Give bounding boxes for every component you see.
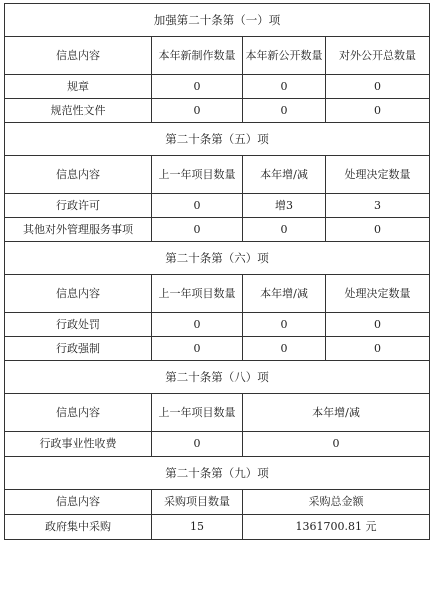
cell-value: 3 xyxy=(326,194,430,218)
table-row xyxy=(5,218,430,242)
table-row xyxy=(5,194,430,218)
row-label: 行政处罚 xyxy=(5,313,152,337)
header-cell: 处理决定数量 xyxy=(326,275,430,313)
row-label: 其他对外管理服务事项 xyxy=(5,218,152,242)
header-cell: 本年增/减 xyxy=(243,394,430,432)
table-row xyxy=(5,432,430,457)
row-label: 政府集中采购 xyxy=(5,515,152,540)
cell-value: 0 xyxy=(243,218,326,242)
header-cell: 信息内容 xyxy=(5,394,152,432)
cell-value: 0 xyxy=(243,313,326,337)
header-cell: 本年新公开数量 xyxy=(243,37,326,75)
header-cell: 采购项目数量 xyxy=(152,490,243,515)
cell-value: 0 xyxy=(152,313,243,337)
header-cell: 采购总金额 xyxy=(243,490,430,515)
cell-value: 0 xyxy=(326,218,430,242)
row-label: 规范性文件 xyxy=(5,99,152,123)
table-row xyxy=(5,75,430,99)
table-row xyxy=(5,99,430,123)
cell-value: 0 xyxy=(152,218,243,242)
cell-value: 0 xyxy=(152,337,243,361)
section-title: 第二十条第（六）项 xyxy=(5,242,430,275)
cell-value: 0 xyxy=(152,194,243,218)
row-label: 行政事业性收费 xyxy=(5,432,152,457)
cell-value: 0 xyxy=(243,337,326,361)
section-title: 第二十条第（八）项 xyxy=(5,361,430,394)
header-cell: 处理决定数量 xyxy=(326,156,430,194)
header-cell: 上一年项目数量 xyxy=(152,275,243,313)
table-row xyxy=(5,313,430,337)
section-title: 第二十条第（九）项 xyxy=(5,457,430,490)
cell-value: 0 xyxy=(243,432,430,457)
row-label: 行政强制 xyxy=(5,337,152,361)
cell-value: 0 xyxy=(243,99,326,123)
header-cell: 上一年项目数量 xyxy=(152,394,243,432)
header-cell: 本年增/减 xyxy=(243,275,326,313)
cell-value: 15 xyxy=(152,515,243,540)
cell-value: 增3 xyxy=(243,194,326,218)
header-cell: 信息内容 xyxy=(5,490,152,515)
cell-value: 1361700.81 元 xyxy=(243,515,430,540)
header-cell: 信息内容 xyxy=(5,156,152,194)
table-row xyxy=(5,337,430,361)
cell-value: 0 xyxy=(326,75,430,99)
table-row xyxy=(5,515,430,540)
cell-value: 0 xyxy=(243,75,326,99)
header-cell: 信息内容 xyxy=(5,275,152,313)
cell-value: 0 xyxy=(152,75,243,99)
section-title: 第二十条第（五）项 xyxy=(5,123,430,156)
section-title: 加强第二十条第（一）项 xyxy=(5,4,430,37)
cell-value: 0 xyxy=(152,99,243,123)
cell-value: 0 xyxy=(326,337,430,361)
header-cell: 信息内容 xyxy=(5,37,152,75)
header-cell: 本年新制作数量 xyxy=(152,37,243,75)
row-label: 行政许可 xyxy=(5,194,152,218)
cell-value: 0 xyxy=(152,432,243,457)
header-cell: 对外公开总数量 xyxy=(326,37,430,75)
row-label: 规章 xyxy=(5,75,152,99)
cell-value: 0 xyxy=(326,99,430,123)
header-cell: 上一年项目数量 xyxy=(152,156,243,194)
header-cell: 本年增/减 xyxy=(243,156,326,194)
cell-value: 0 xyxy=(326,313,430,337)
disclosure-table xyxy=(4,3,430,540)
